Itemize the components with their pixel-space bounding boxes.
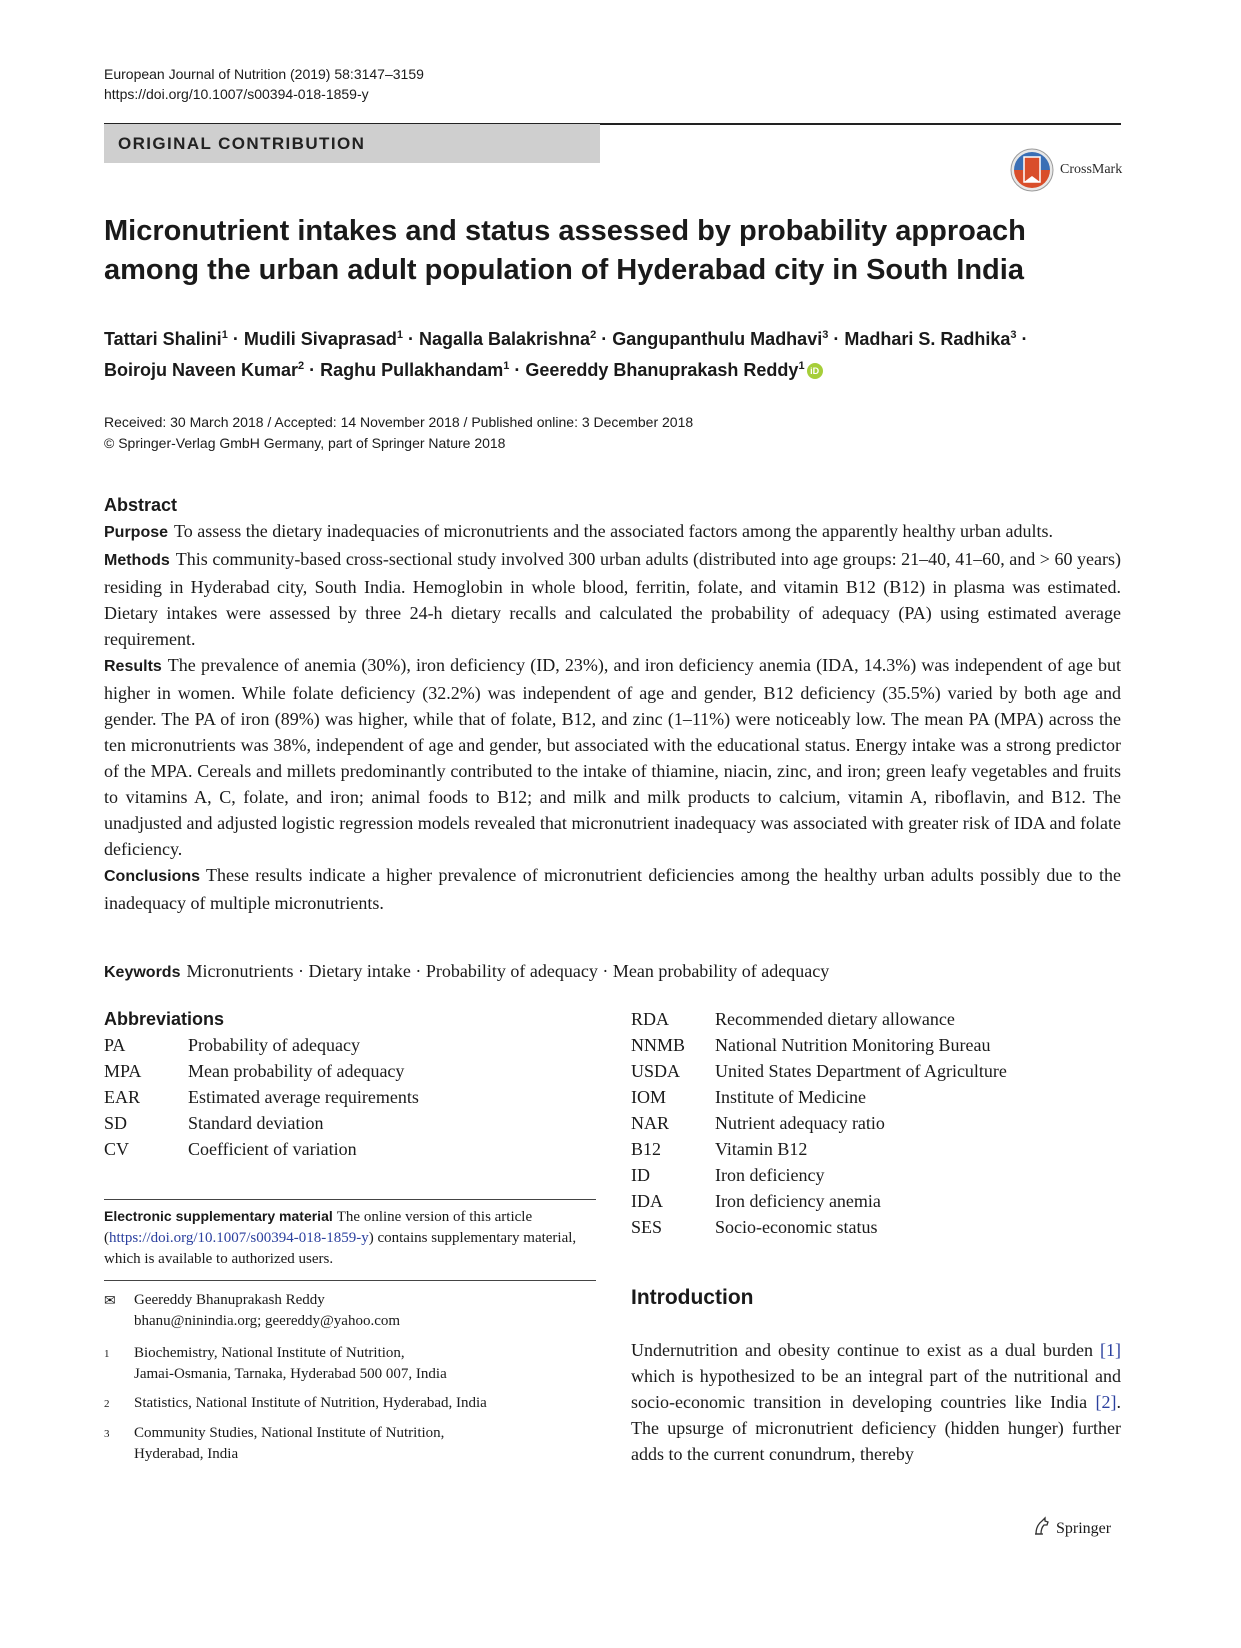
affiliation-text bbox=[134, 1423, 444, 1465]
affiliation-line: Biochemistry, National Institute of Nutrition, bbox=[134, 1345, 405, 1361]
author-name: Geereddy Bhanuprakash Reddy bbox=[525, 360, 799, 380]
abbreviation-row bbox=[104, 1136, 419, 1162]
methods-label: Methods bbox=[104, 552, 170, 569]
author-affiliation: 1 bbox=[221, 329, 228, 341]
abbreviation-row bbox=[631, 1214, 1007, 1240]
article-title bbox=[104, 212, 1084, 290]
abstract-conclusions bbox=[104, 862, 1121, 916]
abbreviation-key: IDA bbox=[631, 1191, 663, 1211]
affiliation-number: 1 bbox=[104, 1348, 110, 1360]
abbreviation-value: Mean probability of adequacy bbox=[188, 1061, 405, 1081]
corresponding-author-name: Geereddy Bhanuprakash Reddy bbox=[134, 1292, 325, 1308]
introduction-text: . The upsurge of micronutrient deficiency (hidden hunger) further adds to the current conundrum, thereby bbox=[631, 1392, 1121, 1464]
dates-line: Received: 30 March 2018 / Accepted: 14 November 2018 / Published online: 3 December 2018 bbox=[104, 414, 694, 430]
affiliation-item bbox=[104, 1343, 596, 1385]
affiliation-text bbox=[134, 1393, 487, 1415]
author-name: Boiroju Naveen Kumar bbox=[104, 360, 299, 380]
abbreviation-value: Standard deviation bbox=[188, 1113, 324, 1133]
affiliation-line: Community Studies, National Institute of Nutrition, bbox=[134, 1425, 445, 1441]
abbreviation-key: USDA bbox=[631, 1061, 681, 1081]
esm-rule bbox=[104, 1199, 596, 1200]
abstract-purpose bbox=[104, 518, 1121, 546]
abbreviation-value: Iron deficiency bbox=[715, 1165, 825, 1185]
envelope-icon: ✉ bbox=[104, 1294, 116, 1309]
author-name: Raghu Pullakhandam bbox=[320, 360, 504, 380]
purpose-label: Purpose bbox=[104, 524, 169, 541]
conclusions-label: Conclusions bbox=[104, 868, 201, 885]
correspondence-rule bbox=[104, 1280, 596, 1281]
springer-horse-icon bbox=[1032, 1516, 1052, 1536]
esm-doi-link[interactable]: https://doi.org/10.1007/s00394-018-1859-y bbox=[109, 1230, 369, 1246]
abstract-results bbox=[104, 652, 1121, 862]
supplementary-note bbox=[104, 1206, 596, 1270]
affiliation-line: Hyderabad, India bbox=[134, 1446, 239, 1462]
author-list bbox=[104, 322, 1104, 384]
esm-text-before: The online version of this article ( bbox=[104, 1209, 533, 1246]
abbreviation-value: Recommended dietary allowance bbox=[715, 1009, 955, 1029]
author-affiliation: 2 bbox=[590, 329, 597, 341]
journal-citation bbox=[104, 64, 424, 104]
purpose-text: To assess the dietary inadequacies of micronutrients and the associated factors among the apparently healthy urban adults. bbox=[174, 521, 1053, 541]
affiliation-text bbox=[134, 1343, 447, 1385]
abbreviation-key: CV bbox=[104, 1139, 130, 1159]
title-line-2: among the urban adult population of Hyderabad city in South India bbox=[104, 254, 1024, 286]
conclusions-text: These results indicate a higher prevalence of micronutrient deficiencies among the healthy urban adults possibly due to the inadequacy of multiple micronutrients. bbox=[104, 865, 1121, 913]
author-line-2: Boiroju Naveen Kumar$^2$ · Raghu Pullakhandam$^1$ · Geereddy Bhanuprakash Reddy$^1$ iD bbox=[104, 353, 1104, 384]
orcid-icon[interactable]: iD bbox=[807, 363, 823, 379]
abbreviation-key: B12 bbox=[631, 1139, 662, 1159]
abbreviation-row bbox=[104, 1084, 419, 1110]
abbreviation-value: Probability of adequacy bbox=[188, 1035, 360, 1055]
methods-text: This community-based cross-sectional study involved 300 urban adults (distributed into age groups: 21–40, 41–60, and > 60 years) residing in Hyderabad city, South India. Hemoglobin in whole blood, ferritin, folate, and vitamin B12 (B12) in plasma was estimated. Dietary intakes were assessed by three 24-h dietary recalls and calculated the probability of adequacy (PA) using estimated average requirement. bbox=[104, 549, 1121, 649]
abbreviation-value: Nutrient adequacy ratio bbox=[715, 1113, 885, 1133]
author-name: Mudili Sivaprasad bbox=[243, 329, 397, 349]
publication-dates bbox=[104, 412, 693, 454]
introduction-text: which is hypothesized to be an integral part of the nutritional and socio-economic transition in developing countries like India bbox=[631, 1366, 1121, 1412]
correspondence-block bbox=[104, 1290, 596, 1465]
abbreviation-key: EAR bbox=[104, 1087, 140, 1107]
abbreviation-row bbox=[104, 1110, 419, 1136]
title-line-1: Micronutrient intakes and status assessed by probability approach bbox=[104, 215, 1026, 247]
abbreviation-row bbox=[104, 1058, 419, 1084]
abbreviation-row bbox=[631, 1058, 1007, 1084]
author-affiliation: 3 bbox=[1010, 329, 1017, 341]
section-label: ORIGINAL CONTRIBUTION bbox=[118, 134, 366, 153]
abbreviation-row bbox=[631, 1136, 1007, 1162]
abbreviation-value: United States Department of Agriculture bbox=[715, 1061, 1007, 1081]
author-affiliation: 3 bbox=[822, 329, 829, 341]
abbreviation-row bbox=[631, 1188, 1007, 1214]
copyright-line: © Springer-Verlag GmbH Germany, part of Springer Nature 2018 bbox=[104, 435, 506, 451]
author-affiliation: 1 bbox=[396, 329, 403, 341]
corresponding-author bbox=[104, 1290, 596, 1332]
abstract-heading: Abstract bbox=[104, 495, 178, 515]
results-text: The prevalence of anemia (30%), iron deficiency (ID, 23%), and iron deficiency anemia (IDA, 14.3%) was independent of age but higher in women. While folate deficiency (32.2%) was independent of age and gender, B12 deficiency (35.5%) varied by both age and gender. The PA of iron (89%) was higher, while that of folate, B12, and zinc (1–11%) were noticeably low. The mean PA (MPA) across the ten micronutrients was 38%, independent of age and gender, but associated with the educational status. Energy intake was a strong predictor of the MPA. Cereals and millets predominantly contributed to the intake of thiamine, niacin, zinc, and iron; green leafy vegetables and fruits to vitamins A, C, folate, and iron; animal foods to B12; and milk and milk products to calcium, vitamin A, riboflavin, and B12. The unadjusted and adjusted logistic regression models revealed that micronutrient inadequacy was associated with greater risk of IDA and folate deficiency. bbox=[104, 655, 1121, 859]
crossmark-label: CrossMark bbox=[1060, 162, 1123, 177]
doi-line[interactable]: https://doi.org/10.1007/s00394-018-1859-y bbox=[104, 86, 369, 102]
author-name: Gangupanthulu Madhavi bbox=[612, 329, 823, 349]
abbreviation-value: National Nutrition Monitoring Bureau bbox=[715, 1035, 991, 1055]
abbreviation-row bbox=[631, 1032, 1007, 1058]
affiliation-line: Jamai-Osmania, Tarnaka, Hyderabad 500 007, India bbox=[134, 1366, 447, 1382]
author-affiliation: 2 bbox=[298, 360, 305, 372]
affiliation-item bbox=[104, 1393, 596, 1415]
abbreviation-value: Socio-economic status bbox=[715, 1217, 878, 1237]
abbreviation-row bbox=[631, 1110, 1007, 1136]
abstract bbox=[104, 492, 1121, 916]
abbreviations-heading: Abbreviations bbox=[104, 1009, 225, 1029]
abbreviation-key: ID bbox=[631, 1165, 650, 1185]
abbreviation-row bbox=[631, 1006, 1007, 1032]
abstract-methods bbox=[104, 546, 1121, 652]
esm-label: Electronic supplementary material bbox=[104, 1208, 333, 1224]
abbreviation-key: SD bbox=[104, 1113, 128, 1133]
keywords-label: Keywords bbox=[104, 964, 181, 981]
author-affiliation: 1 bbox=[798, 360, 805, 372]
abbreviation-value: Vitamin B12 bbox=[715, 1139, 808, 1159]
affiliation-line: Statistics, National Institute of Nutrition, Hyderabad, India bbox=[134, 1395, 487, 1411]
abbreviation-row bbox=[631, 1084, 1007, 1110]
abbreviation-value: Estimated average requirements bbox=[188, 1087, 419, 1107]
affiliation-item bbox=[104, 1423, 596, 1465]
journal-line: European Journal of Nutrition (2019) 58:3147–3159 bbox=[104, 66, 424, 82]
abbreviation-row bbox=[631, 1162, 1007, 1188]
results-label: Results bbox=[104, 658, 162, 675]
citation-link[interactable]: [1] bbox=[1100, 1340, 1121, 1360]
abbreviations-list-right bbox=[631, 1006, 1007, 1240]
publisher-footer bbox=[1032, 1516, 1111, 1538]
abbreviation-value: Coefficient of variation bbox=[188, 1139, 357, 1159]
abbreviation-row bbox=[104, 1032, 419, 1058]
publisher-name: Springer bbox=[1056, 1520, 1112, 1537]
esm-text-after: ) contains supplementary material, which is available to authorized users. bbox=[104, 1230, 577, 1267]
abbreviation-key: NAR bbox=[631, 1113, 670, 1133]
author-name: Tattari Shalini bbox=[104, 329, 222, 349]
abbreviation-key: PA bbox=[104, 1035, 126, 1055]
keywords bbox=[104, 958, 829, 986]
citation-link[interactable]: [2] bbox=[1095, 1392, 1117, 1412]
keywords-text: Micronutrients · Dietary intake · Probability of adequacy · Mean probability of adequacy bbox=[186, 961, 830, 981]
introduction-heading: Introduction bbox=[631, 1286, 754, 1309]
abbreviation-key: RDA bbox=[631, 1009, 670, 1029]
corresponding-author-email[interactable]: bhanu@ninindia.org; geereddy@yahoo.com bbox=[134, 1313, 401, 1329]
author-name: Madhari S. Radhika bbox=[844, 329, 1011, 349]
affiliation-number: 2 bbox=[104, 1398, 110, 1410]
abbreviation-key: IOM bbox=[631, 1087, 666, 1107]
crossmark-icon bbox=[1010, 148, 1054, 192]
abbreviation-key: SES bbox=[631, 1217, 663, 1237]
abbreviation-value: Iron deficiency anemia bbox=[715, 1191, 881, 1211]
introduction-paragraph bbox=[631, 1337, 1121, 1467]
author-affiliation: 1 bbox=[503, 360, 510, 372]
abbreviation-key: NNMB bbox=[631, 1035, 686, 1055]
author-name: Nagalla Balakrishna bbox=[418, 329, 591, 349]
abbreviation-key: MPA bbox=[104, 1061, 142, 1081]
section-label-bar bbox=[104, 124, 600, 163]
abbreviations-list-left bbox=[104, 1032, 419, 1162]
abbreviation-value: Institute of Medicine bbox=[715, 1087, 866, 1107]
author-line-1: Tattari Shalini$^1$ · Mudili Sivaprasad$^1$ · Nagalla Balakrishna$^2$ · Gangupanthulu Madhavi$^3$ · Madhari S. Radhika$^3$ · bbox=[104, 329, 1028, 349]
corresponding-author-details bbox=[134, 1290, 400, 1332]
introduction-text: Undernutrition and obesity continue to exist as a dual burden bbox=[631, 1340, 1100, 1360]
affiliation-number: 3 bbox=[104, 1428, 110, 1440]
